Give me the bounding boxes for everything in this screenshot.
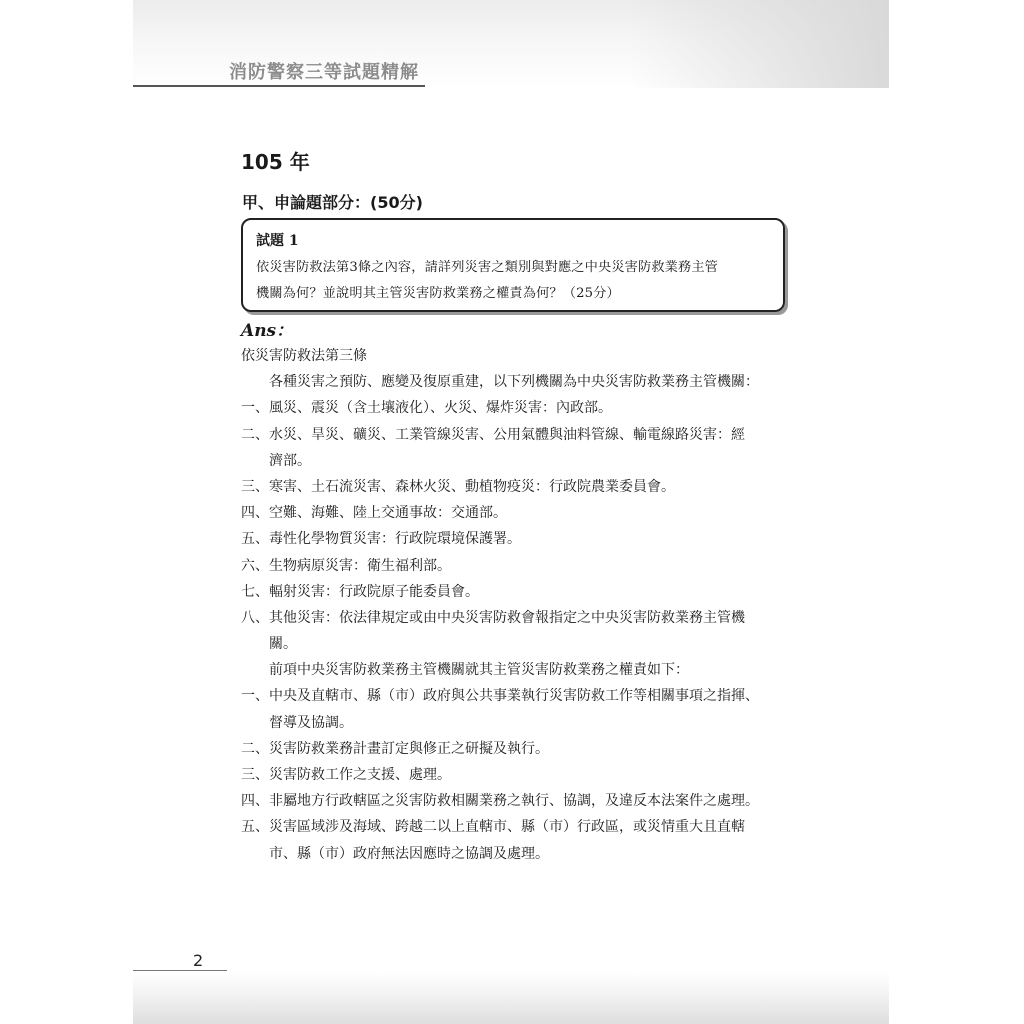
book-title: 消防警察三等試題精解 — [229, 62, 419, 83]
answer-line: 濟部。 — [269, 452, 311, 469]
answer-line: 一、中央及直轄市、縣（市）政府與公共事業執行災害防救工作等相關事項之指揮、 — [241, 688, 759, 705]
answer-body — [241, 343, 791, 867]
answer-line: 市、縣（市）政府無法因應時之協調及處理。 — [269, 845, 549, 862]
answer-line: 各種災害之預防、應變及復原重建，以下列機關為中央災害防救業務主管機關： — [269, 374, 759, 391]
question-line: 依災害防救法第3條之內容，請詳列災害之類別與對應之中央災害防救業務主管 — [256, 260, 719, 275]
document-page — [133, 0, 889, 1024]
footer-rule — [133, 970, 227, 971]
answer-line: 三、寒害、土石流災害、森林火災、動植物疫災：行政院農業委員會。 — [241, 478, 675, 495]
question-box — [241, 218, 785, 312]
answer-line: 五、災害區域涉及海域、跨越二以上直轄市、縣（市）行政區，或災情重大且直轄 — [241, 819, 745, 836]
answer-line: 八、其他災害：依法律規定或由中央災害防救會報指定之中央災害防救業務主管機 — [241, 609, 745, 626]
answer-line: 一、風災、震災（含土壤液化）、火災、爆炸災害：內政部。 — [241, 400, 612, 417]
answer-line: 六、生物病原災害：衛生福利部。 — [241, 557, 451, 574]
section-heading: 甲、申論題部分：(50分) — [242, 193, 423, 212]
footer-band — [133, 972, 889, 1024]
answer-line: 三、災害防救工作之支援、處理。 — [241, 767, 451, 783]
answer-line: 四、空難、海難、陸上交通事故：交通部。 — [241, 505, 507, 522]
question-label: 試題 1 — [256, 233, 299, 249]
answer-line: 二、災害防救業務計畫訂定與修正之研擬及執行。 — [241, 740, 549, 757]
answer-label: Ans： — [241, 321, 294, 341]
answer-line: 關。 — [269, 636, 297, 653]
question-line: 機關為何？並說明其主管災害防救業務之權責為何？（25分） — [256, 286, 620, 301]
answer-line: 依災害防救法第三條 — [241, 348, 367, 364]
answer-line: 四、非屬地方行政轄區之災害防救相關業務之執行、協調，及違反本法案件之處理。 — [241, 793, 759, 810]
answer-line: 七、輻射災害：行政院原子能委員會。 — [241, 583, 479, 600]
answer-line: 二、水災、旱災、礦災、工業管線災害、公用氣體與油料管線、輸電線路災害：經 — [241, 426, 745, 443]
answer-line: 督導及協調。 — [269, 714, 353, 731]
answer-line: 前項中央災害防救業務主管機關就其主管災害防救業務之權責如下： — [269, 662, 689, 679]
answer-line: 五、毒性化學物質災害：行政院環境保護署。 — [241, 531, 521, 548]
year-heading: 105 年 — [241, 150, 310, 174]
page-number: 2 — [193, 951, 204, 970]
header-rule — [133, 85, 425, 87]
